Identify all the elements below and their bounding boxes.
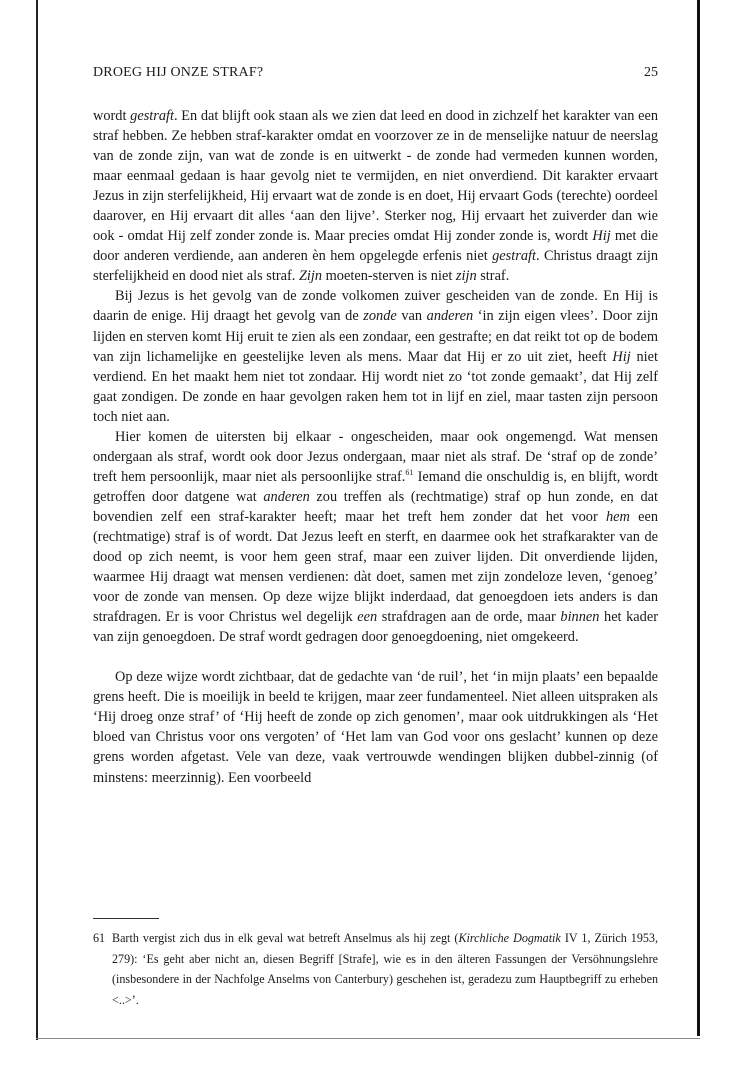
footnote-rule xyxy=(93,918,159,919)
italic-text: een xyxy=(357,609,378,626)
text-run: Op deze wijze wordt zichtbaar, dat de gedachte van ‘de ruil’, het ‘in mijn plaats’ een bepaalde grens heeft. Die is moeilijk in beeld te krijgen, maar zeer fundamenteel. Niet alleen uitspraken als ‘Hij droeg onze straf’ of ‘Hij heeft de zonde op zich genomen’, maar ook uitdrukkingen als ‘Het bloed van Christus voor ons vergoten’ of ‘Het lam van God voor ons geslacht’ kunnen op deze grens worden afgetast. Vele van deze, vaak vertrouwde wendingen blijken dubbel-zinnig (of minstens: meerzinnig). Een voorbeeld xyxy=(93,669,658,786)
page-edge-right xyxy=(697,0,700,1036)
italic-text: anderen xyxy=(263,488,310,505)
page-edge-bottom xyxy=(36,1038,700,1039)
italic-text: zijn xyxy=(455,268,477,285)
footnote-text xyxy=(112,928,658,1010)
paragraph xyxy=(93,427,658,648)
italic-text: gestraft xyxy=(492,248,536,265)
text-run: . En dat blijft ook staan als we zien dat leed en dood in zichzelf het karakter van een straf hebben. Ze hebben straf-karakter omdat en voorzover ze in de menselijke natuur de neerslag van de zonde zijn, van wat de zonde is en uitwerkt - de zonde had vermeden kunnen worden, maar eenmaal gedaan is haar gevolg niet te vermijden, en niet onverdiend. Dit karakter ervaart Jezus in zijn sterfelijkheid, Hij ervaart wat de zonde is en doet, Hij ervaart Gods (terechte) oordeel daarover, en Hij ervaart dit alles ‘aan den lijve’. Sterker nog, Hij ervaart het zuiverder dan wie ook - omdat Hij zelf zonder zonde is. Maar precies omdat Hij zonder zonde is, wordt xyxy=(93,108,658,245)
text-run: Iemand die onschuldig is, en blijft, wordt getroffen door datgene wat xyxy=(93,468,658,505)
text-run: niet verdiend. En het maakt hem niet tot zondaar. Hij wordt niet zo ‘tot zonde gemaakt’, dat Hij zelf gaat zondigen. De zonde en haar gevolgen raken hem tot in lijf en ziel, maar tasten zijn persoon toch niet aan. xyxy=(93,348,658,425)
text-run: met die door anderen verdiende, aan anderen èn hem opgelegde erfenis niet xyxy=(93,228,658,265)
text-run: wordt xyxy=(93,108,131,124)
italic-text: Zijn xyxy=(298,268,323,285)
text-run: van xyxy=(396,308,427,325)
text-run: moeten-sterven is niet xyxy=(322,268,456,285)
italic-text: hem xyxy=(605,508,630,525)
text-run: ‘in zijn eigen vlees’. Door zijn lijden en sterven komt Hij eruit te zien als een zondaar, een gestrafte; en dat reikt tot op de bodem van zijn lichamelijke en geestelijke leven als mens. Maar dat Hij er zo uit ziet, heeft xyxy=(93,308,658,365)
italic-text: gestraft xyxy=(130,108,174,124)
text-run: het kader van zijn genoegdoen. De straf wordt gedragen door genoegdoening, niet omgekeerd. xyxy=(93,609,658,646)
italic-text: Hij xyxy=(612,348,631,365)
text-run: zou treffen als (rechtmatige) straf op hun zonde, en dat bovendien zelf een straf-karakter heeft; maar het treft hem zonder dat het voor xyxy=(93,488,658,525)
text-run: straf. xyxy=(476,268,510,285)
footnote xyxy=(93,928,658,1010)
page-number: 25 xyxy=(644,65,658,80)
italic-text: anderen xyxy=(426,308,474,325)
text-run: Barth vergist zich dus in elk geval wat betreft Anselmus als hij zegt ( xyxy=(112,931,459,945)
footnote-number: 61 xyxy=(93,931,106,945)
text-run: een (rechtmatige) straf is of wordt. Dat Jezus leeft en sterft, en daarmee ook het strafkarakter van de dood op zich neemt, is voor hem geen straf, maar een zuiver lijden. Dit onverdiende lijden, waarmee Hij draagt wat mensen verdienen: dàt doet, samen met zijn zondeloze leven, ‘genoeg’ voor de zonde van mensen. Op deze wijze blijkt inderdaad, dat genoegdoen iets anders is dan strafdragen. Er is voor Christus wel degelijk xyxy=(93,508,658,626)
page-edge-left xyxy=(36,0,38,1040)
paragraph xyxy=(93,106,658,286)
text-run: strafdragen aan de orde, maar xyxy=(377,609,561,626)
running-title: DROEG HIJ ONZE STRAF? xyxy=(93,65,264,80)
text-run: IV 1, Zürich 1953, 279): ‘Es geht aber nicht an, diesen Begriff [Strafe], wie es in den älteren Fassungen der Versöhnungslehre (insbesondere in der Nachfolge Anselms von Canterbury) geschehen ist, geradezu zum Hauptbegriff zu erheben <..>’. xyxy=(112,931,659,1007)
text-run: Hier komen de uitersten bij elkaar - ongescheiden, maar ook ongemengd. Wat mensen ondergaan als straf, wordt ook door Jezus ondergaan, maar niet als straf. De ‘straf op de zonde’ treft hem persoonlijk, maar niet als persoonlijke straf. xyxy=(93,428,658,485)
paragraph xyxy=(93,667,658,787)
text-run: Bij Jezus is het gevolg van de zonde volkomen zuiver gescheiden van de zonde. En Hij is daarin de enige. Hij draagt het gevolg van de xyxy=(93,288,658,325)
body-text xyxy=(93,106,658,788)
footnote-ref: 61 xyxy=(405,468,414,478)
italic-text: Hij xyxy=(592,228,611,245)
italic-text: Kirchliche Dogmatik xyxy=(458,931,561,945)
text-run: . Christus draagt zijn sterfelijkheid en dood niet als straf. xyxy=(93,248,659,285)
italic-text: binnen xyxy=(560,609,600,626)
paragraph xyxy=(93,286,658,426)
italic-text: zonde xyxy=(363,308,397,325)
